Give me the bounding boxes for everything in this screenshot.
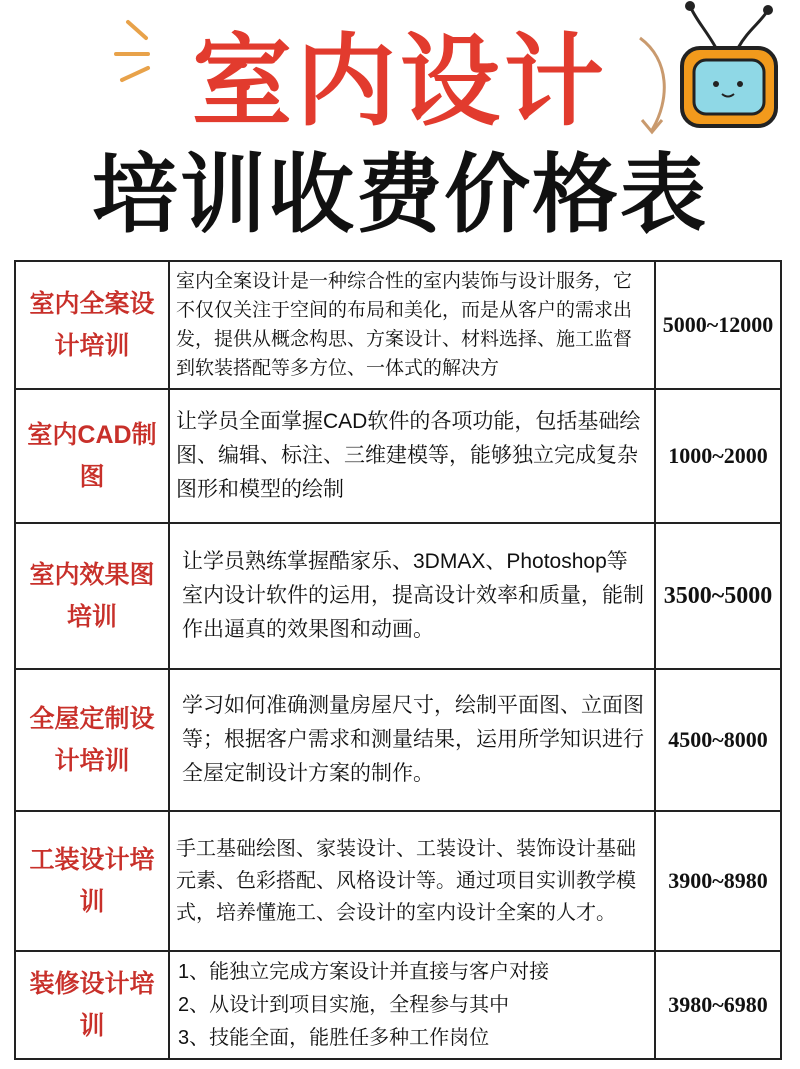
table-row [15, 261, 781, 389]
description-line: 1、能独立完成方案设计并直接与客户对接 [178, 960, 550, 983]
course-price: 5000~12000 [655, 261, 781, 389]
table-row [15, 669, 781, 811]
title-line-1: 室内设计 [192, 26, 608, 138]
table-row [15, 811, 781, 951]
price-table [14, 260, 782, 1060]
course-description [169, 951, 655, 1059]
course-price: 4500~8000 [655, 669, 781, 811]
course-price: 3500~5000 [655, 523, 781, 669]
description-line: 2、从设计到项目实施，全程参与其中 [178, 993, 510, 1016]
course-name: 室内CAD制图 [15, 389, 169, 523]
table-row [15, 389, 781, 523]
title-line-2: 培训收费价格表 [92, 147, 708, 243]
course-price: 1000~2000 [655, 389, 781, 523]
description-line: 3、技能全面，能胜任多种工作岗位 [178, 1026, 490, 1049]
course-price: 3900~8980 [655, 811, 781, 951]
course-description: 让学员熟练掌握酷家乐、3DMAX、Photoshop等室内设计软件的运用，提高设计效率和质量，能制作出逼真的效果图和动画。 [169, 523, 655, 669]
course-name: 全屋定制设计培训 [15, 669, 169, 811]
course-name: 工装设计培训 [15, 811, 169, 951]
course-description: 学习如何准确测量房屋尺寸，绘制平面图、立面图等；根据客户需求和测量结果，运用所学知识进行全屋定制设计方案的制作。 [169, 669, 655, 811]
course-name: 装修设计培训 [15, 951, 169, 1059]
course-price: 3980~6980 [655, 951, 781, 1059]
course-name: 室内全案设计培训 [15, 261, 169, 389]
course-description: 室内全案设计是一种综合性的室内装饰与设计服务，它不仅仅关注于空间的布局和美化，而是从客户的需求出发，提供从概念构思、方案设计、材料选择、施工监督到软装搭配等多方位、一体式的解决方 [169, 261, 655, 389]
course-description: 让学员全面掌握CAD软件的各项功能，包括基础绘图、编辑、标注、三维建模等，能够独立完成复杂图形和模型的绘制 [169, 389, 655, 523]
table-row [15, 951, 781, 1059]
course-name: 室内效果图培训 [15, 523, 169, 669]
course-description: 手工基础绘图、家装设计、工装设计、装饰设计基础元素、色彩搭配、风格设计等。通过项目实训教学模式，培养懂施工、会设计的室内设计全案的人才。 [169, 811, 655, 951]
table-row [15, 523, 781, 669]
